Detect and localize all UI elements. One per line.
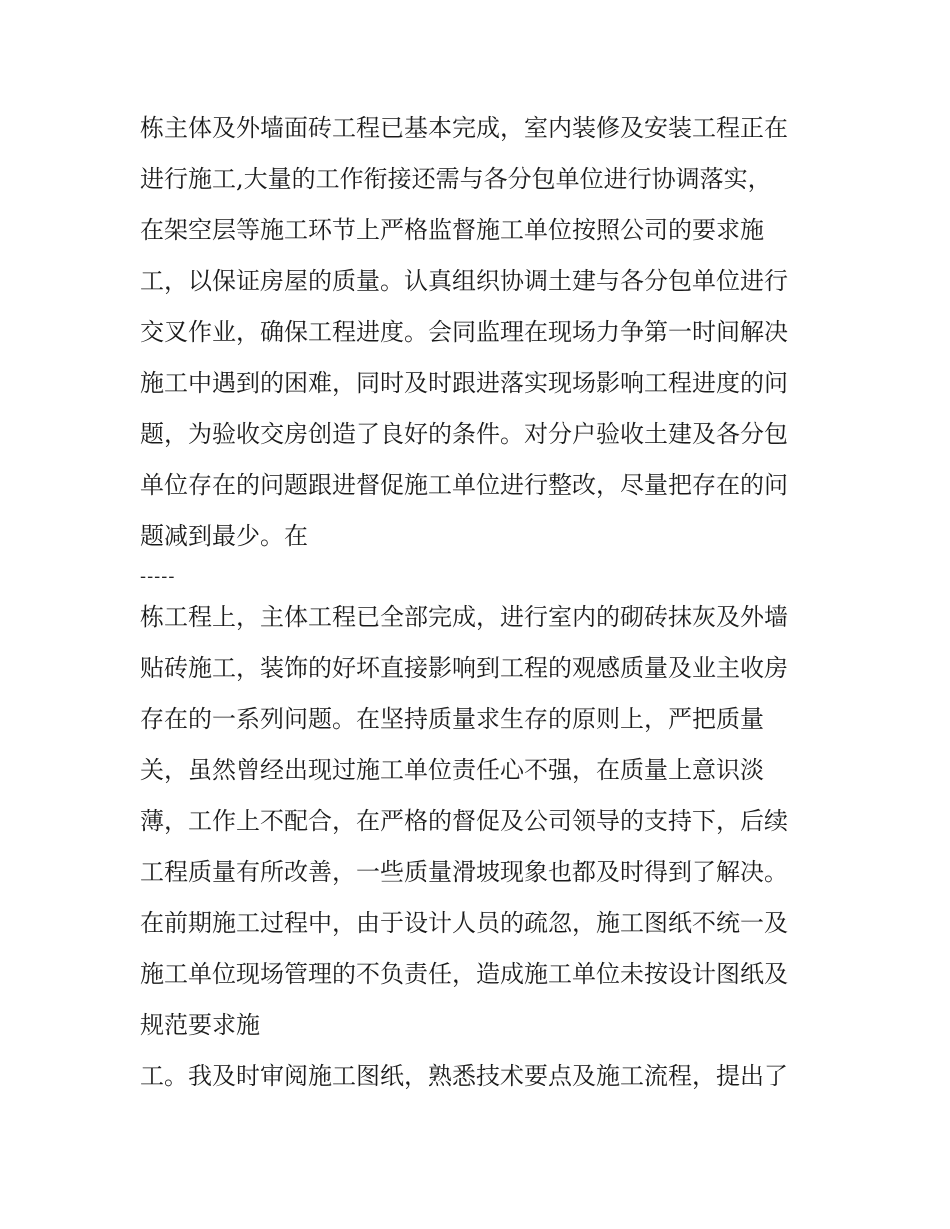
text-line: 进行施工,大量的工作衔接还需与各分包单位进行协调落实， — [140, 165, 772, 193]
document-body — [140, 103, 830, 1102]
paragraph-3 — [140, 1051, 830, 1102]
section-separator: ----- — [140, 566, 176, 587]
text-line: 交叉作业，确保工程进度。会同监理在现场力争第一时间解决 — [140, 318, 788, 346]
text-line: 工。我及时审阅施工图纸，熟悉技术要点及施工流程，提出了 — [140, 1062, 788, 1090]
text-line: 贴砖施工，装饰的好坏直接影响到工程的观感质量及业主收房 — [140, 654, 788, 682]
text-line: 薄，工作上不配合，在严格的督促及公司领导的支持下，后续 — [140, 807, 788, 835]
text-line: 工程质量有所改善，一些质量滑坡现象也都及时得到了解决。 — [140, 858, 788, 886]
text-line: 题减到最少。在 — [140, 522, 308, 550]
text-line: 在架空层等施工环节上严格监督施工单位按照公司的要求施 — [140, 216, 764, 244]
text-line: 工，以保证房屋的质量。认真组织协调土建与各分包单位进行 — [140, 267, 788, 295]
text-line: 栋工程上，主体工程已全部完成，进行室内的砌砖抹灰及外墙 — [140, 603, 788, 631]
paragraph-2 — [140, 592, 830, 1051]
text-line: 题，为验收交房创造了良好的条件。对分户验收土建及各分包 — [140, 420, 788, 448]
text-line: 施工单位现场管理的不负责任，造成施工单位未按设计图纸及 — [140, 960, 788, 988]
text-line: 单位存在的问题跟进督促施工单位进行整改，尽量把存在的问 — [140, 471, 788, 499]
text-line: 施工中遇到的困难，同时及时跟进落实现场影响工程进度的问 — [140, 369, 788, 397]
paragraph-1 — [140, 103, 830, 562]
text-line: 在前期施工过程中，由于设计人员的疏忽，施工图纸不统一及 — [140, 909, 788, 937]
text-line: 关，虽然曾经出现过施工单位责任心不强，在质量上意识淡 — [140, 756, 764, 784]
text-line: 栋主体及外墙面砖工程已基本完成，室内装修及安装工程正在 — [140, 114, 788, 142]
text-line: 存在的一系列问题。在坚持质量求生存的原则上，严把质量 — [140, 705, 764, 733]
text-line: 规范要求施 — [140, 1011, 260, 1039]
